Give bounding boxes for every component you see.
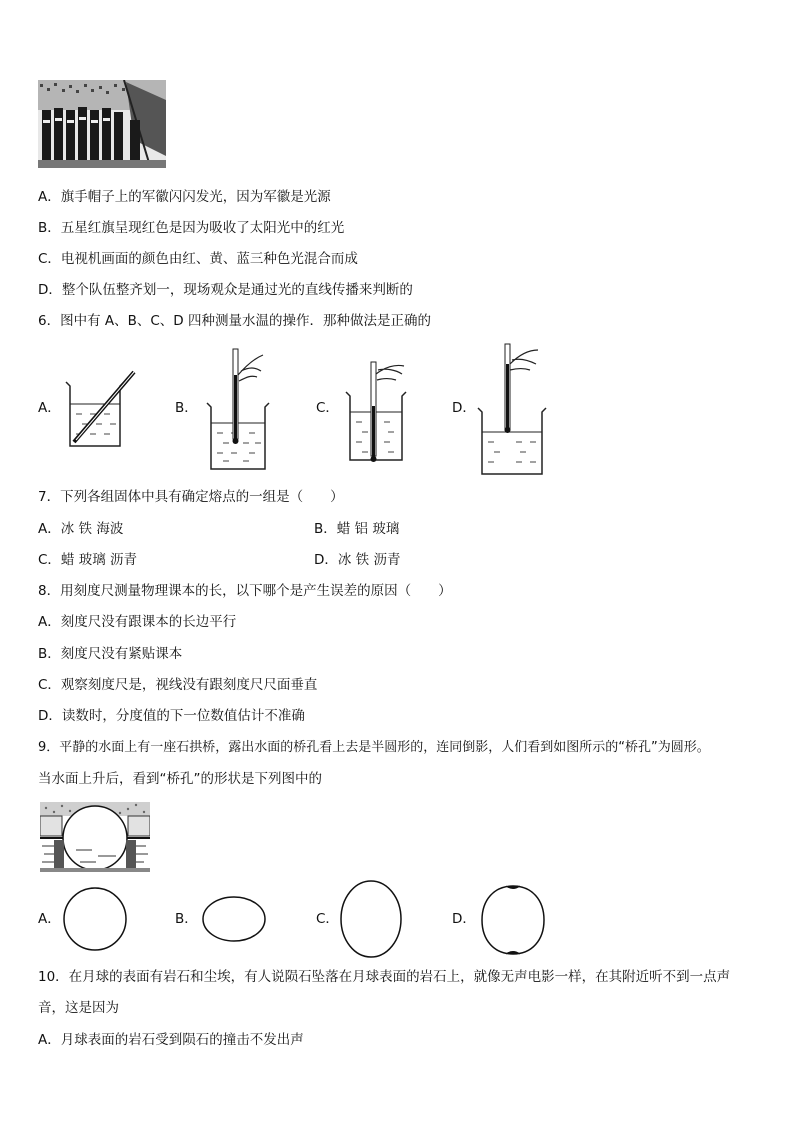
q6-label-d: D． — [452, 400, 476, 416]
parade-photo — [38, 80, 166, 168]
q9-label-b: B． — [175, 911, 198, 927]
q6-label-c: C． — [316, 400, 339, 416]
q7-option-a: A．冰 铁 海波 — [38, 521, 124, 537]
q5-option-d: D．整个队伍整齐划一，现场观众是通过光的直线传播来判断的 — [38, 282, 413, 298]
q7-option-d: D．冰 铁 沥青 — [314, 552, 401, 568]
q9-label-a: A． — [38, 911, 61, 927]
q10-stem-line2: 音，这是因为 — [38, 1000, 119, 1016]
q7-option-c: C．蜡 玻璃 沥青 — [38, 552, 138, 568]
q8-option-d: D．读数时，分度值的下一位数值估计不准确 — [38, 708, 305, 724]
q9-label-c: C． — [316, 911, 339, 927]
q9-shape-b — [200, 894, 268, 944]
q7-stem: 7．下列各组固体中具有确定熔点的一组是（ ） — [38, 489, 344, 505]
q8-stem: 8．用刻度尺测量物理课本的长，以下哪个是产生误差的原因（ ） — [38, 583, 452, 599]
q10-stem-line1: 10．在月球的表面有岩石和尘埃，有人说陨石坠落在月球表面的岩石上，就像无声电影一样，在其附近听不到一点声 — [38, 969, 731, 985]
q8-option-c: C．观察刻度尺是，视线没有跟刻度尺尺面垂直 — [38, 677, 318, 693]
q9-label-d: D． — [452, 911, 476, 927]
q9-shape-c — [338, 878, 406, 960]
q6-label-b: B． — [175, 400, 198, 416]
q6-beaker-a — [62, 368, 148, 450]
q8-option-a: A．刻度尺没有跟课本的长边平行 — [38, 614, 237, 630]
q7-option-b: B．蜡 铝 玻璃 — [314, 521, 400, 537]
q6-label-a: A． — [38, 400, 61, 416]
q9-stem-line1: 9．平静的水面上有一座石拱桥，露出水面的桥孔看上去是半圆形的，连同倒影，人们看到如图所示的“桥孔”为圆形。 — [38, 740, 710, 755]
q5-option-c: C．电视机画面的颜色由红、黄、蓝三种色光混合而成 — [38, 251, 358, 267]
q5-option-b: B．五星红旗呈现红色是因为吸收了太阳光中的红光 — [38, 220, 345, 236]
q6-stem: 6．图中有 A、B、C、D 四种测量水温的操作．那种做法是正确的 — [38, 313, 431, 329]
q8-option-b: B．刻度尺没有紧贴课本 — [38, 646, 183, 662]
q6-beaker-b — [205, 345, 285, 473]
q9-shape-a — [62, 886, 130, 952]
arch-bridge-figure — [40, 800, 150, 872]
q9-stem-line2: 当水面上升后，看到“桥孔”的形状是下列图中的 — [38, 771, 322, 787]
q9-shape-d — [476, 882, 550, 958]
q6-beaker-c — [344, 360, 424, 464]
q5-option-a: A．旗手帽子上的军徽闪闪发光，因为军徽是光源 — [38, 189, 331, 205]
q6-beaker-d — [476, 342, 556, 478]
q10-option-a: A．月球表面的岩石受到陨石的撞击不发出声 — [38, 1032, 304, 1048]
